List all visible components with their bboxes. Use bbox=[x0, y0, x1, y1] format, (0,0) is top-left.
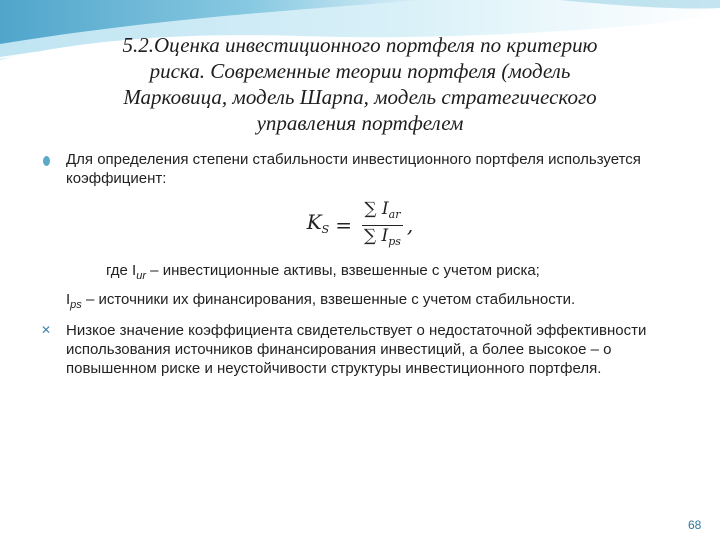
slide-body bbox=[40, 150, 680, 378]
formula-k: K bbox=[306, 209, 322, 234]
numerator-sub: ar bbox=[388, 208, 401, 221]
def1-sub: ur bbox=[136, 270, 147, 283]
definition-ips bbox=[40, 290, 680, 315]
formula-k-sub: S bbox=[321, 222, 330, 236]
x-bullet-icon: ✕ bbox=[41, 323, 52, 338]
formula-fraction bbox=[362, 200, 403, 251]
denominator-main: ∑ I bbox=[363, 226, 389, 247]
def2-prefix: I bbox=[66, 291, 71, 309]
def2-sub: ps bbox=[70, 299, 82, 312]
denominator-sub: ps bbox=[388, 235, 401, 249]
formula-numerator bbox=[362, 200, 402, 224]
bullet-item-1 bbox=[40, 150, 680, 188]
title-line-4: управления портфелем bbox=[256, 111, 464, 135]
bullet-dot-icon bbox=[43, 156, 50, 166]
def2-text: – источники их финансирования, взвешенные с учетом стабильности. bbox=[81, 291, 576, 309]
formula-equals: = bbox=[335, 213, 352, 238]
title-line-1: 5.2.Оценка инвестиционного портфеля по критерию bbox=[122, 33, 598, 57]
bullet-1-text: Для определения степени стабильности инвестиционного портфеля используется коэффициент: bbox=[66, 151, 641, 187]
formula-denominator bbox=[362, 227, 403, 251]
definition-iar bbox=[40, 261, 680, 286]
def1-prefix: где I bbox=[106, 262, 137, 280]
formula-lhs bbox=[306, 209, 330, 239]
bullet-2-text: Низкое значение коэффициента свидетельствует о недостаточной эффективности использования источников финансирования инвестиций, а более высокое – о повышенном риске и неустойчивости структуры инвестиционного портфеля. bbox=[66, 322, 647, 378]
title-line-3: Марковица, модель Шарпа, модель стратегического bbox=[123, 85, 597, 109]
formula-ks bbox=[40, 200, 680, 251]
page-number: 68 bbox=[688, 518, 702, 532]
title-line-2: риска. Современные теории портфеля (модель bbox=[149, 59, 571, 83]
slide-title bbox=[40, 32, 680, 136]
bullet-item-2 bbox=[40, 321, 680, 378]
numerator-main: ∑ I bbox=[364, 199, 389, 219]
def1-text: – инвестиционные активы, взвешенные с учетом риска; bbox=[146, 262, 540, 280]
formula-trailing: , bbox=[406, 213, 414, 238]
